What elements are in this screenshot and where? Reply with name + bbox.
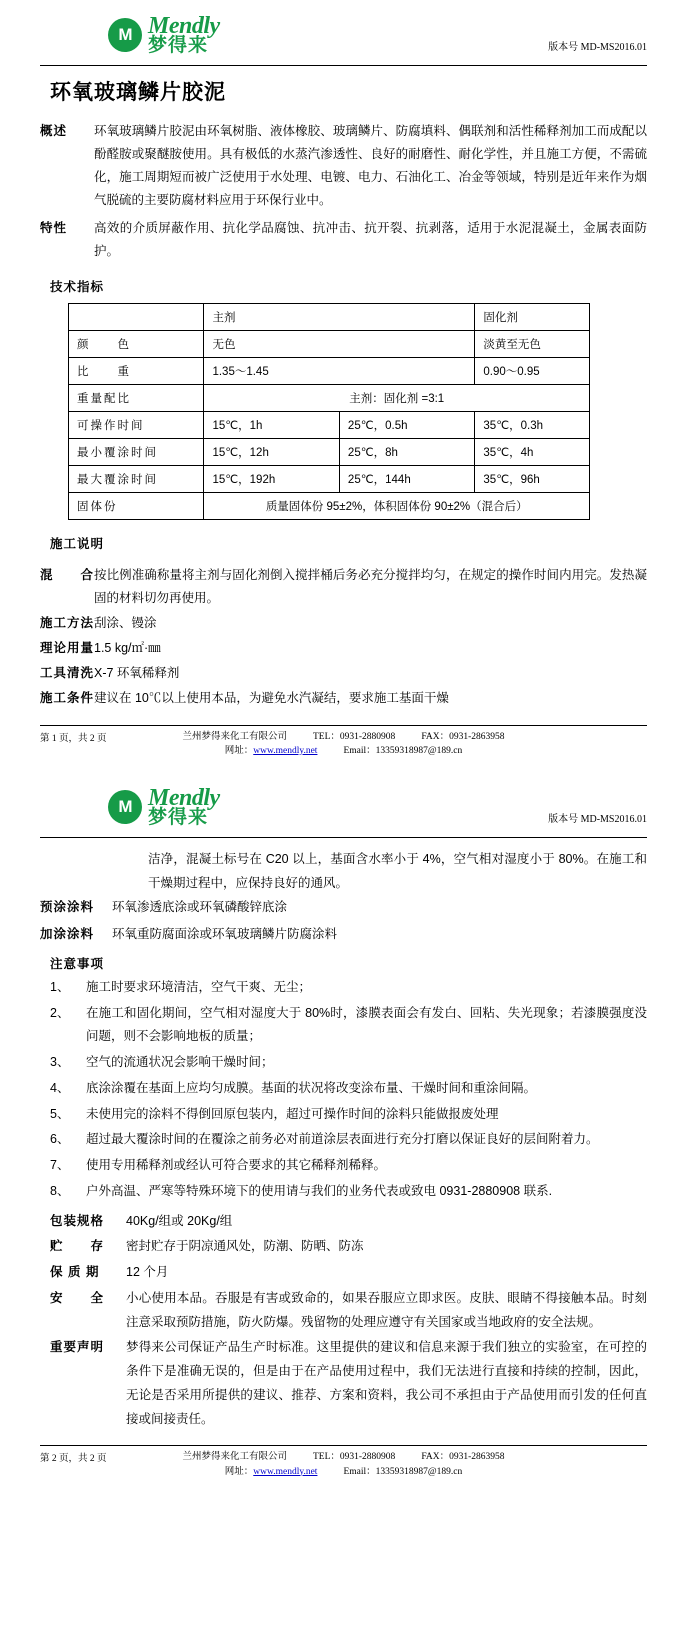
document-page-2 xyxy=(0,768,687,1489)
table-header-blank xyxy=(69,303,204,330)
construction-item xyxy=(40,687,647,710)
footer-divider xyxy=(40,1445,647,1446)
construction-text-mixing: 按比例准确称量将主剂与固化剂倒入搅拌桶后务必充分搅拌均匀，在规定的操作时间内用完。发热凝固的材料切勿再使用。 xyxy=(94,567,647,605)
topcoat-label: 加涂涂料 xyxy=(40,926,95,941)
footer-divider xyxy=(40,725,647,726)
footer-tel: TEL：0931-2880908 xyxy=(312,1452,396,1463)
spec-item-shelf-life xyxy=(40,1261,647,1285)
spec-label-packaging: 包装规格 xyxy=(50,1213,105,1228)
company-logo xyxy=(108,786,220,827)
tech-index-heading: 技术指标 xyxy=(50,279,105,294)
company-logo xyxy=(108,14,220,55)
spec-label-safety: 安 全 xyxy=(50,1290,105,1305)
list-item xyxy=(40,976,647,1000)
table-row xyxy=(69,384,590,411)
list-item-text: 户外高温、严寒等特殊环境下的使用请与我们的业务代表或致电 0931-2880908 联系. xyxy=(86,1183,553,1198)
primer-section xyxy=(40,896,647,919)
spec-value-storage: 密封贮存于阴凉通风处，防潮、防晒、防冻 xyxy=(126,1239,364,1254)
logo-text xyxy=(148,786,220,827)
row-value-max-recoat-25c: 25℃，144h xyxy=(339,465,474,492)
primer-label: 预涂涂料 xyxy=(40,899,95,914)
table-row xyxy=(69,465,590,492)
footer-company: 兰州梦得来化工有限公司 xyxy=(182,731,287,742)
list-item-text: 空气的流通状况会影响干燥时间； xyxy=(86,1055,274,1069)
page-footer xyxy=(40,730,647,759)
row-value-color-hardener: 淡黄至无色 xyxy=(475,330,590,357)
construction-label-conditions: 施工条件 xyxy=(40,691,95,706)
row-value-max-recoat-15c: 15℃，192h xyxy=(204,465,339,492)
footer-email-label: Email： xyxy=(343,745,376,756)
page2-header xyxy=(40,786,647,833)
footer-email: 13359318987@189.cn xyxy=(375,745,463,756)
tech-spec-table xyxy=(68,303,590,520)
row-label-ratio: 重量配比 xyxy=(69,384,204,411)
version-label: 版本号 MD-MS2016.01 xyxy=(548,42,647,53)
table-header-row xyxy=(69,303,590,330)
row-value-min-recoat-35c: 35℃，4h xyxy=(475,438,590,465)
construction-text-coverage: 1.5 kg/㎡·㎜ xyxy=(94,641,161,656)
table-row xyxy=(69,330,590,357)
list-item-text: 未使用完的涂料不得倒回原包装内，超过可操作时间的涂料只能做报废处理 xyxy=(86,1106,499,1121)
construction-item xyxy=(40,564,647,610)
page-header xyxy=(40,14,647,61)
logo-chinese-name: 梦得来 xyxy=(148,807,209,828)
list-item-number: 5、 xyxy=(50,1106,70,1121)
footer-email: 13359318987@189.cn xyxy=(375,1466,463,1477)
row-value-density-hardener: 0.90～0.95 xyxy=(475,357,590,384)
logo-mark-icon: M xyxy=(108,790,142,824)
logo-mark-icon: M xyxy=(108,18,142,52)
list-item-number: 7、 xyxy=(50,1158,70,1172)
row-label-solid-content: 固体份 xyxy=(69,492,204,519)
row-label-min-recoat: 最小覆涂时间 xyxy=(69,438,204,465)
topcoat-section xyxy=(40,923,647,946)
row-label-color: 颜 色 xyxy=(69,330,204,357)
feature-text: 高效的介质屏蔽作用、抗化学品腐蚀、抗冲击、抗开裂、抗剥落，适用于水泥混凝土，金属表面防护。 xyxy=(94,220,647,258)
table-row xyxy=(69,438,590,465)
row-value-pot-life-35c: 35℃，0.3h xyxy=(475,411,590,438)
version-label: 版本号 MD-MS2016.01 xyxy=(548,814,647,825)
footer-contact xyxy=(40,1450,647,1479)
row-value-color-main: 无色 xyxy=(204,330,475,357)
list-item-number: 8、 xyxy=(50,1183,70,1198)
overview-text: 环氧玻璃鳞片胶泥由环氧树脂、液体橡胶、玻璃鳞片、防腐填料、偶联剂和活性稀释剂加工而成配以酚醛胺或聚醚胺使用。具有极低的水蒸汽渗透性、良好的耐磨性、耐化学性，并且施工方便，不需硫化，施工周期短而被广泛使用于水处理、电镀、电力、石油化工、冶金等领域，特别是近年来作为烟气脱硫的主要防腐材料应用于环保行业中。 xyxy=(94,124,647,208)
construction-text-conditions: 建议在 10℃以上使用本品，为避免水汽凝结，要求施工基面干燥 xyxy=(94,691,449,706)
list-item-number: 3、 xyxy=(50,1055,70,1069)
overview-label: 概述 xyxy=(40,124,68,138)
footer-tel: TEL：0931-2880908 xyxy=(312,731,396,742)
list-item-text: 底涂涂覆在基面上应均匀成膜。基面的状况将改变涂布量、干燥时间和重涂间隔。 xyxy=(86,1080,537,1095)
spec-label-storage: 贮 存 xyxy=(50,1239,105,1254)
list-item-number: 1、 xyxy=(50,979,70,994)
list-item-number: 2、 xyxy=(50,1005,70,1020)
row-value-min-recoat-25c: 25℃，8h xyxy=(339,438,474,465)
footer-company: 兰州梦得来化工有限公司 xyxy=(182,1452,287,1463)
spec-value-packaging: 40Kg/组或 20Kg/组 xyxy=(126,1213,233,1228)
construction-text-method: 刮涂、镘涂 xyxy=(94,616,157,630)
logo-text xyxy=(148,14,220,55)
table-header-hardener: 固化剂 xyxy=(475,303,590,330)
footer-fax: FAX：0931-2863958 xyxy=(421,731,505,742)
logo-chinese-name: 梦得来 xyxy=(148,35,209,56)
construction-item xyxy=(40,637,647,660)
construction-label-cleaning: 工具清洗 xyxy=(40,666,95,681)
construction-label-coverage: 理论用量 xyxy=(40,641,95,656)
row-value-density-main: 1.35～1.45 xyxy=(204,357,475,384)
list-item-text: 使用专用稀释剂或经认可符合要求的其它稀释剂稀释。 xyxy=(86,1158,387,1172)
row-value-max-recoat-35c: 35℃，96h xyxy=(475,465,590,492)
construction-item xyxy=(40,612,647,635)
row-label-pot-life: 可操作时间 xyxy=(69,411,204,438)
list-item-text: 施工时要求环境清洁，空气干爽、无尘； xyxy=(86,979,312,994)
list-item xyxy=(40,1180,647,1204)
footer-page-number: 第 2 页，共 2 页 xyxy=(40,1454,107,1465)
overview-section xyxy=(40,120,647,213)
footer-email-label: Email： xyxy=(343,1466,376,1477)
list-item xyxy=(40,1103,647,1127)
row-value-pot-life-25c: 25℃，0.5h xyxy=(339,411,474,438)
spec-item-disclaimer xyxy=(40,1336,647,1431)
spec-list xyxy=(40,1210,647,1432)
construction-label-mixing: 混 合 xyxy=(40,567,95,582)
list-item xyxy=(40,1051,647,1075)
primer-text: 环氧渗透底涂或环氧磷酸锌底涂 xyxy=(112,899,288,914)
spec-item-packaging xyxy=(40,1210,647,1234)
topcoat-text: 环氧重防腐面涂或环氧玻璃鳞片防腐涂料 xyxy=(112,926,338,941)
spec-label-disclaimer: 重要声明 xyxy=(50,1340,105,1355)
logo-english-name: Mendly xyxy=(148,13,220,39)
table-row xyxy=(69,357,590,384)
spec-value-safety: 小心使用本品。吞服是有害或致命的，如果吞服应立即求医。皮肤、眼睛不得接触本品。时刻注意采取预防措施，防火防爆。残留物的处理应遵守有关国家或当地政府的安全法规。 xyxy=(126,1290,647,1329)
table-row xyxy=(69,492,590,519)
footer-contact xyxy=(40,730,647,759)
page2-footer xyxy=(40,1450,647,1479)
notice-list xyxy=(40,976,647,1204)
row-label-max-recoat: 最大覆涂时间 xyxy=(69,465,204,492)
footer-web-label: 网址： xyxy=(224,1466,254,1477)
table-row xyxy=(69,411,590,438)
construction-text-cleaning: X-7 环氧稀释剂 xyxy=(94,666,180,681)
footer-fax: FAX：0931-2863958 xyxy=(421,1452,505,1463)
construction-label-method: 施工方法 xyxy=(40,616,95,630)
footer-web-link[interactable]: www.mendly.net xyxy=(253,745,318,756)
page-title: 环氧玻璃鳞片胶泥 xyxy=(50,81,226,104)
list-item-number: 6、 xyxy=(50,1132,70,1147)
list-item xyxy=(40,1002,647,1050)
spec-label-shelf-life: 保 质 期 xyxy=(50,1265,100,1279)
spec-value-shelf-life: 12 个月 xyxy=(126,1265,169,1279)
spec-value-disclaimer: 梦得来公司保证产品生产时标准。这里提供的建议和信息来源于我们独立的实验室，在可控的条件下是准确无误的，但是由于在产品使用过程中，我们无法进行直接和持续的控制，因此，无论是否采用所提供的建议、推荐、方案和资料，我公司不承担由于产品使用而引发的任何直接或间接责任。 xyxy=(126,1340,647,1426)
row-value-min-recoat-15c: 15℃，12h xyxy=(204,438,339,465)
list-item-text: 在施工和固化期间，空气相对湿度大于 80%时，漆膜表面会有发白、回粘、失光现象；若漆膜强度没问题，则不会影响地板的质量； xyxy=(86,1005,647,1044)
footer-web-label: 网址： xyxy=(224,745,254,756)
feature-label: 特性 xyxy=(40,220,68,235)
table-header-main: 主剂 xyxy=(204,303,475,330)
construction-heading: 施工说明 xyxy=(50,536,105,551)
row-label-density: 比 重 xyxy=(69,357,204,384)
footer-page-number: 第 1 页，共 2 页 xyxy=(40,733,107,744)
header-divider xyxy=(40,837,647,838)
page2-lead-text: 洁净，混凝土标号在 C20 以上，基面含水率小于 4%，空气相对湿度小于 80%。在施工和干燥期过程中，应保持良好的通风。 xyxy=(148,852,647,890)
construction-section xyxy=(40,564,647,711)
list-item xyxy=(40,1128,647,1152)
row-value-pot-life-15c: 15℃，1h xyxy=(204,411,339,438)
spec-item-storage xyxy=(40,1235,647,1259)
footer-web-link[interactable]: www.mendly.net xyxy=(253,1466,318,1477)
spec-item-safety xyxy=(40,1287,647,1335)
construction-item xyxy=(40,662,647,685)
list-item xyxy=(40,1154,647,1178)
row-value-ratio: 主剂：固化剂 =3:1 xyxy=(204,384,590,411)
list-item-text: 超过最大覆涂时间的在覆涂之前务必对前道涂层表面进行充分打磨以保证良好的层间附着力。 xyxy=(86,1132,599,1147)
row-value-solid-content: 质量固体份 95±2%，体积固体份 90±2%（混合后） xyxy=(204,492,590,519)
logo-english-name: Mendly xyxy=(148,785,220,811)
header-divider xyxy=(40,65,647,66)
feature-section xyxy=(40,217,647,263)
list-item-number: 4、 xyxy=(50,1080,70,1095)
list-item xyxy=(40,1077,647,1101)
notice-heading: 注意事项 xyxy=(50,956,105,971)
document-page-1 xyxy=(0,0,687,768)
